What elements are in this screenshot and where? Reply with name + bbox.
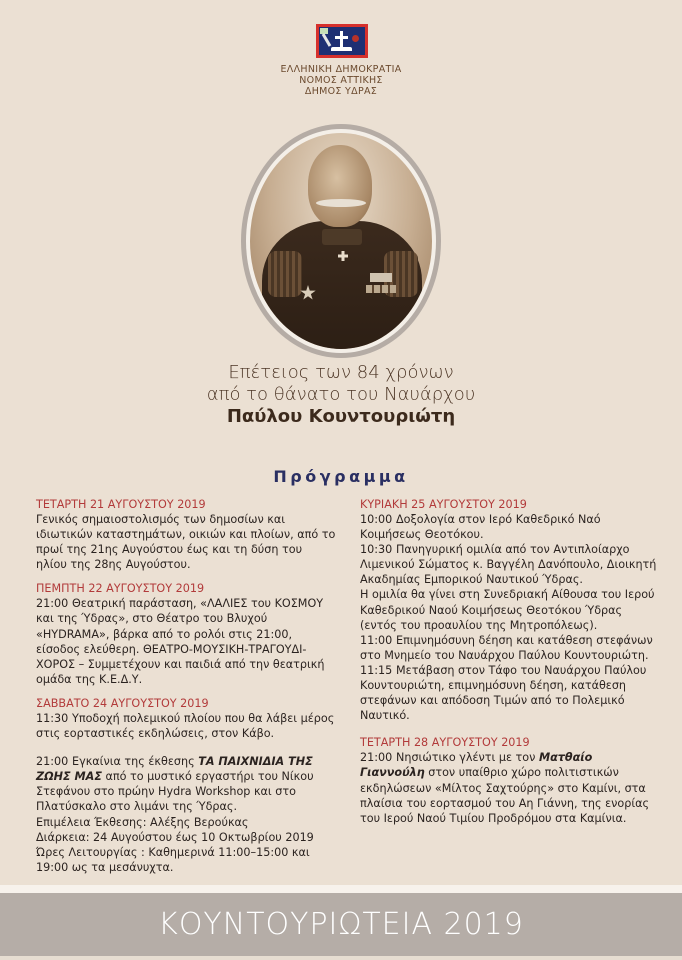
title-name: Παύλου Κουντουριώτη	[226, 406, 456, 427]
day-section	[360, 497, 660, 723]
event-text: Πανηγυρική ομιλία από τον Αντιπλοίαρχο Λιμενικού Σώματος κ. Βαγγέλη Δανόπουλο, Διοικητή Ακαδημίας Εμπορικού Ναυτικού Ύδρας.	[360, 543, 657, 587]
event-text: Εγκαίνια της έκθεσης	[72, 755, 195, 769]
event-time: 11:00	[360, 633, 393, 647]
event-item	[360, 750, 660, 825]
authority-line-municipality: ΔΗΜΟΣ ΥΔΡΑΣ	[304, 86, 378, 97]
event-item	[36, 754, 336, 814]
event-item	[360, 663, 660, 723]
event-time: 10:00	[360, 513, 393, 526]
event-item	[360, 633, 660, 663]
cross-base	[331, 47, 352, 51]
flag-icon	[352, 35, 359, 42]
event-text: από το μυστικό εργαστήρι του Νίκου Στεφάνου στο πρώην Hydra Workshop και στο Πλατύσκαλο στο λιμάνι της Ύδρας.	[36, 770, 314, 814]
event-item	[36, 711, 336, 741]
event-time: 11:30	[36, 711, 69, 725]
curator-line: Επιμέλεια Έκθεσης: Αλέξης Βερούκας	[36, 815, 249, 829]
day-section	[36, 581, 336, 687]
title-line-2: από το θάνατο του Ναυάρχου	[206, 384, 476, 405]
event-item	[36, 596, 336, 687]
admiral-portrait	[250, 133, 432, 349]
crest-field	[319, 27, 365, 55]
footer-banner: ΚΟΥΝΤΟΥΡΙΩΤΕΙΑ 2019	[0, 893, 682, 956]
event-time: 11:15	[360, 663, 393, 677]
municipality-crest-logo	[316, 24, 368, 58]
day-section	[36, 696, 336, 875]
footer-edge	[0, 956, 682, 960]
event-item	[360, 512, 660, 542]
event-text: Νησιώτικο γλέντι με τον	[396, 751, 536, 765]
epaulet-left	[268, 251, 302, 297]
event-item	[360, 542, 660, 587]
event-time: 21:00	[36, 755, 69, 769]
medal-bars	[366, 285, 396, 293]
event-note: Η ομιλία θα γίνει στη Συνεδριακή Αίθουσα του Ιερού Καθεδρικού Ναού Κοιμήσεως Θεοτόκου Ύδρας (εντός του προαυλίου της Μητροπόλεως).	[360, 588, 655, 632]
performer-name: Ματθαίο Γιαννούλη	[360, 751, 593, 780]
authority-line-republic: ΕΛΛΗΝΙΚΗ ΔΗΜΟΚΡΑΤΙΑ	[280, 64, 402, 75]
title-line-1: Επέτειος των 84 χρόνων	[228, 362, 454, 383]
day-heading: ΣΑΒΒΑΤΟ 24 ΑΥΓΟΥΣΤΟΥ 2019	[36, 696, 209, 710]
day-section	[360, 735, 660, 825]
day-heading: ΤΕΤΑΡΤΗ 28 ΑΥΓΟΥΣΤΟΥ 2019	[360, 736, 530, 750]
event-text: Υποδοχή πολεμικού πλοίου που θα λάβει μέρος στις εορταστικές εκδηλώσεις, στον Κάβο.	[36, 711, 335, 741]
authority-line-prefecture: ΝΟΜΟΣ ΑΤΤΙΚΗΣ	[299, 75, 383, 86]
day-section	[36, 497, 336, 572]
day-heading: ΤΕΤΑΡΤΗ 21 ΑΥΓΟΥΣΤΟΥ 2019	[36, 498, 206, 511]
ribbon-bar	[370, 273, 392, 282]
day-heading: ΚΥΡΙΑΚΗ 25 ΑΥΓΟΥΣΤΟΥ 2019	[360, 498, 527, 511]
left-column	[36, 497, 336, 884]
day-heading: ΠΕΜΠΤΗ 22 ΑΥΓΟΥΣΤΟΥ 2019	[36, 582, 205, 596]
right-column	[360, 497, 660, 835]
poster-title	[0, 362, 682, 428]
duration-line: Διάρκεια: 24 Αυγούστου έως 10 Οκτωβρίου 2019	[36, 830, 314, 844]
event-text: στον υπαίθριο χώρο πολιτιστικών εκδηλώσεων «Μίλτος Σαχτούρης» στο Καμίνι, στα πλαίσια του εορτασμού του Αη Γιάννη, της ενορίας του Ιερού Ναού Τιμίου Προδρόμου στα Καμίνια.	[360, 766, 650, 825]
anchor-icon	[322, 33, 332, 47]
event-time: 21:00	[360, 751, 393, 765]
cross-icon	[340, 31, 343, 47]
event-time: 21:00	[36, 597, 69, 611]
issuing-authority	[0, 64, 682, 97]
event-text: Θεατρική παράσταση, «ΛΑΛΙΕΣ του ΚΟΣΜΟΥ και της Ύδρας», στο Θέατρο του Βλυχού «HYDRAMA», βάρκα από το ρολόι στις 21:00, είσοδος ελεύθερη. ΘΕΑΤΡΟ-ΜΟΥΣΙΚΗ-ΤΡΑΓΟΥΔΙ-ΧΟΡΟΣ – Συμμετέχουν και παιδιά από την θεατρική ομάδα της Κ.Ε.Δ.Υ.	[36, 597, 325, 686]
portrait-frame	[241, 124, 441, 358]
event-text: Επιμνημόσυνη δέηση και κατάθεση στεφάνων στο Μνημείο του Ναυάρχου Παύλου Κουντουριώτη.	[360, 633, 653, 662]
hours-line: Ώρες Λειτουργίας : Καθημερινά 11:00–15:00 και 19:00 ως τα μεσάνυχτα.	[36, 845, 310, 874]
programme-heading: Πρόγραμμα	[273, 467, 409, 486]
event-time: 10:30	[360, 543, 393, 557]
exhibition-title: ΤΑ ΠΑΙΧΝΙΔΙΑ ΤΗΣ ΖΩΗΣ ΜΑΣ	[36, 755, 313, 784]
event-text: Δοξολογία στον Ιερό Καθεδρικό Ναό Κοιμήσεως Θεοτόκου.	[360, 513, 601, 542]
footer-divider	[0, 885, 682, 893]
event-text: Γενικός σημαιοστολισμός των δημοσίων και ιδιωτικών καταστημάτων, οικιών και πλοίων, από το πρωί της 21ης Αυγούστου έως και τη δύση του ηλίου της 28ης Αυγούστου.	[36, 513, 336, 572]
cross-bar	[335, 36, 348, 39]
event-text: Μετάβαση στον Τάφο του Ναυάρχου Παύλου Κουντουριώτη, επιμνημόσυνη δέηση, κατάθεση στεφάνων και απόδοση Τιμών από το Πολεμικό Ναυτικό.	[360, 663, 647, 723]
